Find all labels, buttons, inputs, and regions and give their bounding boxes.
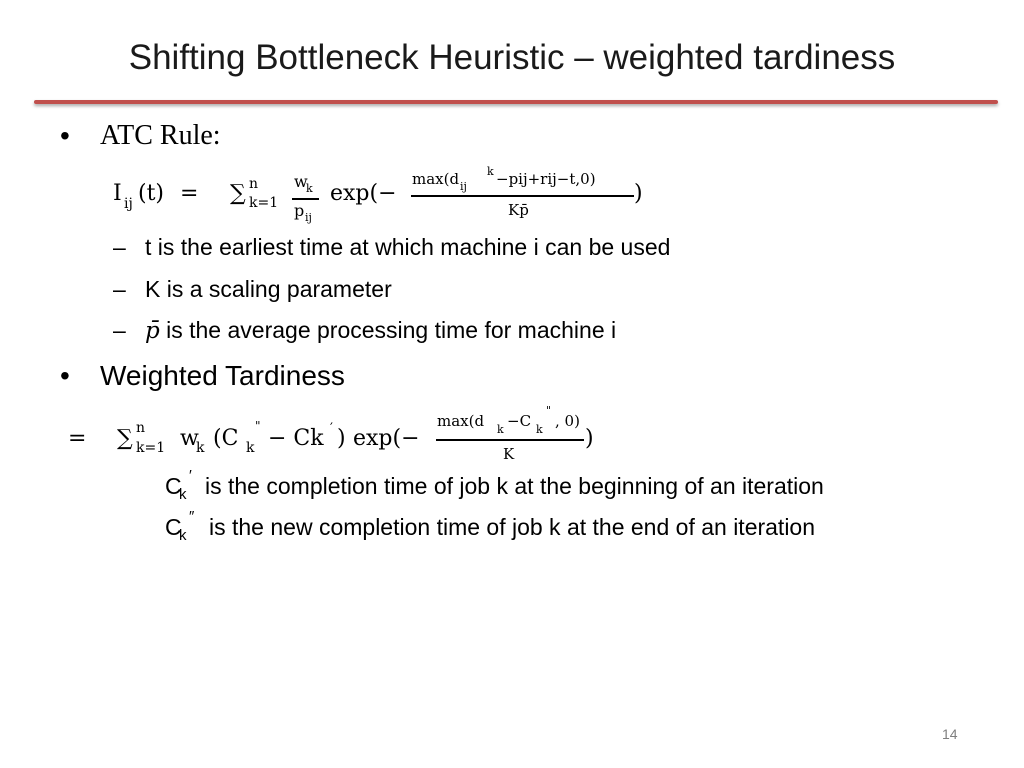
- slide-title: Shifting Bottleneck Heuristic – weighted tardiness: [128, 38, 896, 77]
- title-divider: [34, 100, 998, 104]
- bullet-marker: •: [60, 360, 70, 391]
- bullet-text: Weighted Tardiness: [100, 360, 345, 391]
- bullet-marker: •: [60, 120, 70, 151]
- page-number: 14: [942, 726, 958, 742]
- bullet-text: ATC Rule:: [100, 120, 221, 151]
